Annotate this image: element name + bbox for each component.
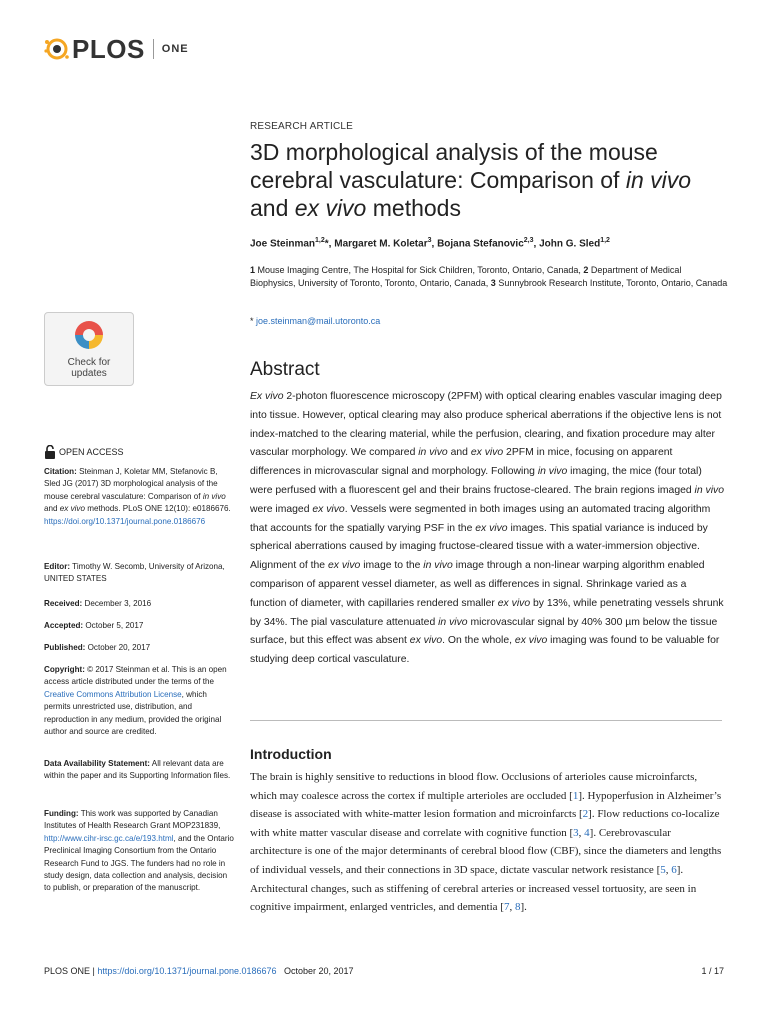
brand-name: PLOS xyxy=(72,33,145,64)
editor-block: Editor: Timothy W. Secomb, University of Arizona, UNITED STATES xyxy=(44,562,225,584)
logo-divider xyxy=(153,39,154,59)
introduction-text: The brain is highly sensitive to reductions in blood flow. Occlusions of arterioles cause microinfarcts, which may coalesce across the cortex if multiple arterioles are occluded [1]. Hypoperfusion in Alzheimer’s disease is associated with white-matter lesion formation and microinfarcts [2]. Flow reductions co-localize with white matter vascular disease and correlate with cognitive function [3, 4]. Cerebrovascular architecture is one of the major determinants of cerebral blood flow (CBF), since the diameters and lengths of individual vessels, and their connections in 3D space, dictate vascular network resistance [5, 6]. Architectural changes, such as stiffening of cerebral arteries or increased vessel tortuosity, are seen in cognitive impairment, enlarged ventricles, and dementia [7, 8]. xyxy=(250,771,722,914)
page-footer: PLOS ONE | https://doi.org/10.1371/journal.pone.0186676 October 20, 2017 xyxy=(44,966,354,976)
author-name: Bojana Stefanovic xyxy=(437,238,524,250)
check-for-updates-badge[interactable] xyxy=(44,312,134,386)
open-access-label: OPEN ACCESS xyxy=(44,445,124,459)
plos-logo-icon xyxy=(44,36,70,62)
reference-link[interactable]: 7 xyxy=(503,901,510,914)
funding-link[interactable]: http://www.cihr-irsc.gc.ca/e/193.html xyxy=(44,833,174,843)
article-title: 3D morphological analysis of the mouse cerebral vasculature: Comparison of in vivo and ex vivo methods xyxy=(250,139,692,221)
received-date: Received: December 3, 2016 xyxy=(44,599,152,608)
page-number: 1 / 17 xyxy=(701,966,724,976)
reference-link[interactable]: 3 xyxy=(573,826,579,839)
author-name: Margaret M. Koletar xyxy=(334,238,428,250)
author-list: Joe Steinman$^{1,2}$*, Margaret M. Koletar$^3$, Bojana Stefanovic$^{2,3}$, John G. Sled$^{1,2}$ xyxy=(250,237,610,250)
citation-doi-link[interactable]: https://doi.org/10.1371/journal.pone.0186676 xyxy=(44,516,206,526)
plos-one-logo xyxy=(44,34,189,64)
copyright-block: Copyright: © 2017 Steinman et al. This is an open access article distributed under the terms of the Creative Commons Attribution License, which permits unrestricted use, distribution, and reproduction in any medium, provided the original author and source are credited. xyxy=(44,665,227,737)
reference-link[interactable]: 8 xyxy=(514,901,521,914)
crossmark-icon xyxy=(73,319,105,351)
accepted-date: Accepted: October 5, 2017 xyxy=(44,621,144,630)
introduction-heading: Introduction xyxy=(250,746,332,762)
reference-link[interactable]: 1 xyxy=(572,789,579,802)
funding-block: Funding: This work was supported by Canadian Institutes of Health Research Grant MOP231839, http://www.cihr-irsc.gc.ca/e/193.html, and the Ontario Preclinical Imaging Consortium from the Ontario Research Fund to JGS. The funders had no role in study design, data collection and analysis, decision to publish, or preparation of the manuscript. xyxy=(44,809,234,893)
journal-name: ONE xyxy=(161,43,189,55)
article-type: RESEARCH ARTICLE xyxy=(250,121,354,132)
data-availability-block: Data Availability Statement: All relevant data are within the paper and its Supporting Information files. xyxy=(44,759,231,781)
abstract-heading: Abstract xyxy=(250,359,320,380)
check-for-updates-label: Check for updates xyxy=(67,357,111,379)
affiliations: 1 Mouse Imaging Centre, The Hospital for Sick Children, Toronto, Ontario, Canada, 2 Department of Medical Biophysics, University of Toronto, Toronto, Ontario, Canada, 3 Sunnybrook Research Institute, Toronto, Ontario, Canada xyxy=(250,265,728,288)
reference-link[interactable]: 5 xyxy=(660,863,666,876)
open-lock-icon xyxy=(44,445,56,459)
license-link[interactable]: Creative Commons Attribution License xyxy=(44,689,182,699)
citation-block: Citation: Steinman J, Koletar MM, Stefanovic B, Sled JG (2017) 3D morphological analysis of the mouse cerebral vasculature: Comparison of in vivo and ex vivo methods. PLoS ONE 12(10): e0186676. https://doi.org/10.1371/journal.pone.0186676 xyxy=(44,467,231,526)
footer-doi-link[interactable]: https://doi.org/10.1371/journal.pone.0186676 xyxy=(97,966,277,976)
abstract-text: Ex vivo 2-photon fluorescence microscopy (2PFM) with optical clearing enables vascular imaging deep into tissue. However, optical clearing may also produce spherical aberrations if the objective lens is not index-matched to the clearing material, while the perfusion, clearing, and fixation procedure may alter vascular morphology. We compared in vivo and ex vivo 2PFM in mice, focusing on apparent differences in microvascular signal and morphology. Following in vivo imaging, the mice (four total) were perfused with a fluorescent gel and their brains fructose-cleared. The brain regions imaged in vivo were imaged ex vivo. Vessels were segmented in both images using an automated tracing algorithm that accounts for the spatially varying PSF in the ex vivo images. This spatial variance is induced by spherical aberrations caused by imaging fructose-cleared tissue with a water-immersion objective. Alignment of the ex vivo image to the in vivo image through a non-linear warping algorithm enabled comparison of apparent vessel diameter, as well as differences in signal. Shrinkage varied as a function of diameter, with capillaries rendered smaller ex vivo by 13%, while penetrating vessels shrunk by 34%. The pial vasculature attenuated in vivo microvascular signal by 40% 300 µm below the tissue surface, but this effect was absent ex vivo. On the whole, ex vivo imaging was found to be valuable for studying deep cortical vasculature. xyxy=(250,391,724,666)
section-divider xyxy=(250,720,722,721)
corresponding-email[interactable]: * joe.steinman@mail.utoronto.ca xyxy=(250,316,381,326)
author-name: John G. Sled xyxy=(539,238,601,250)
published-date: Published: October 20, 2017 xyxy=(44,643,151,652)
reference-link[interactable]: 4 xyxy=(584,826,590,839)
author-name: Joe Steinman xyxy=(250,238,316,250)
reference-link[interactable]: 6 xyxy=(671,863,677,876)
reference-link[interactable]: 2 xyxy=(582,808,589,821)
